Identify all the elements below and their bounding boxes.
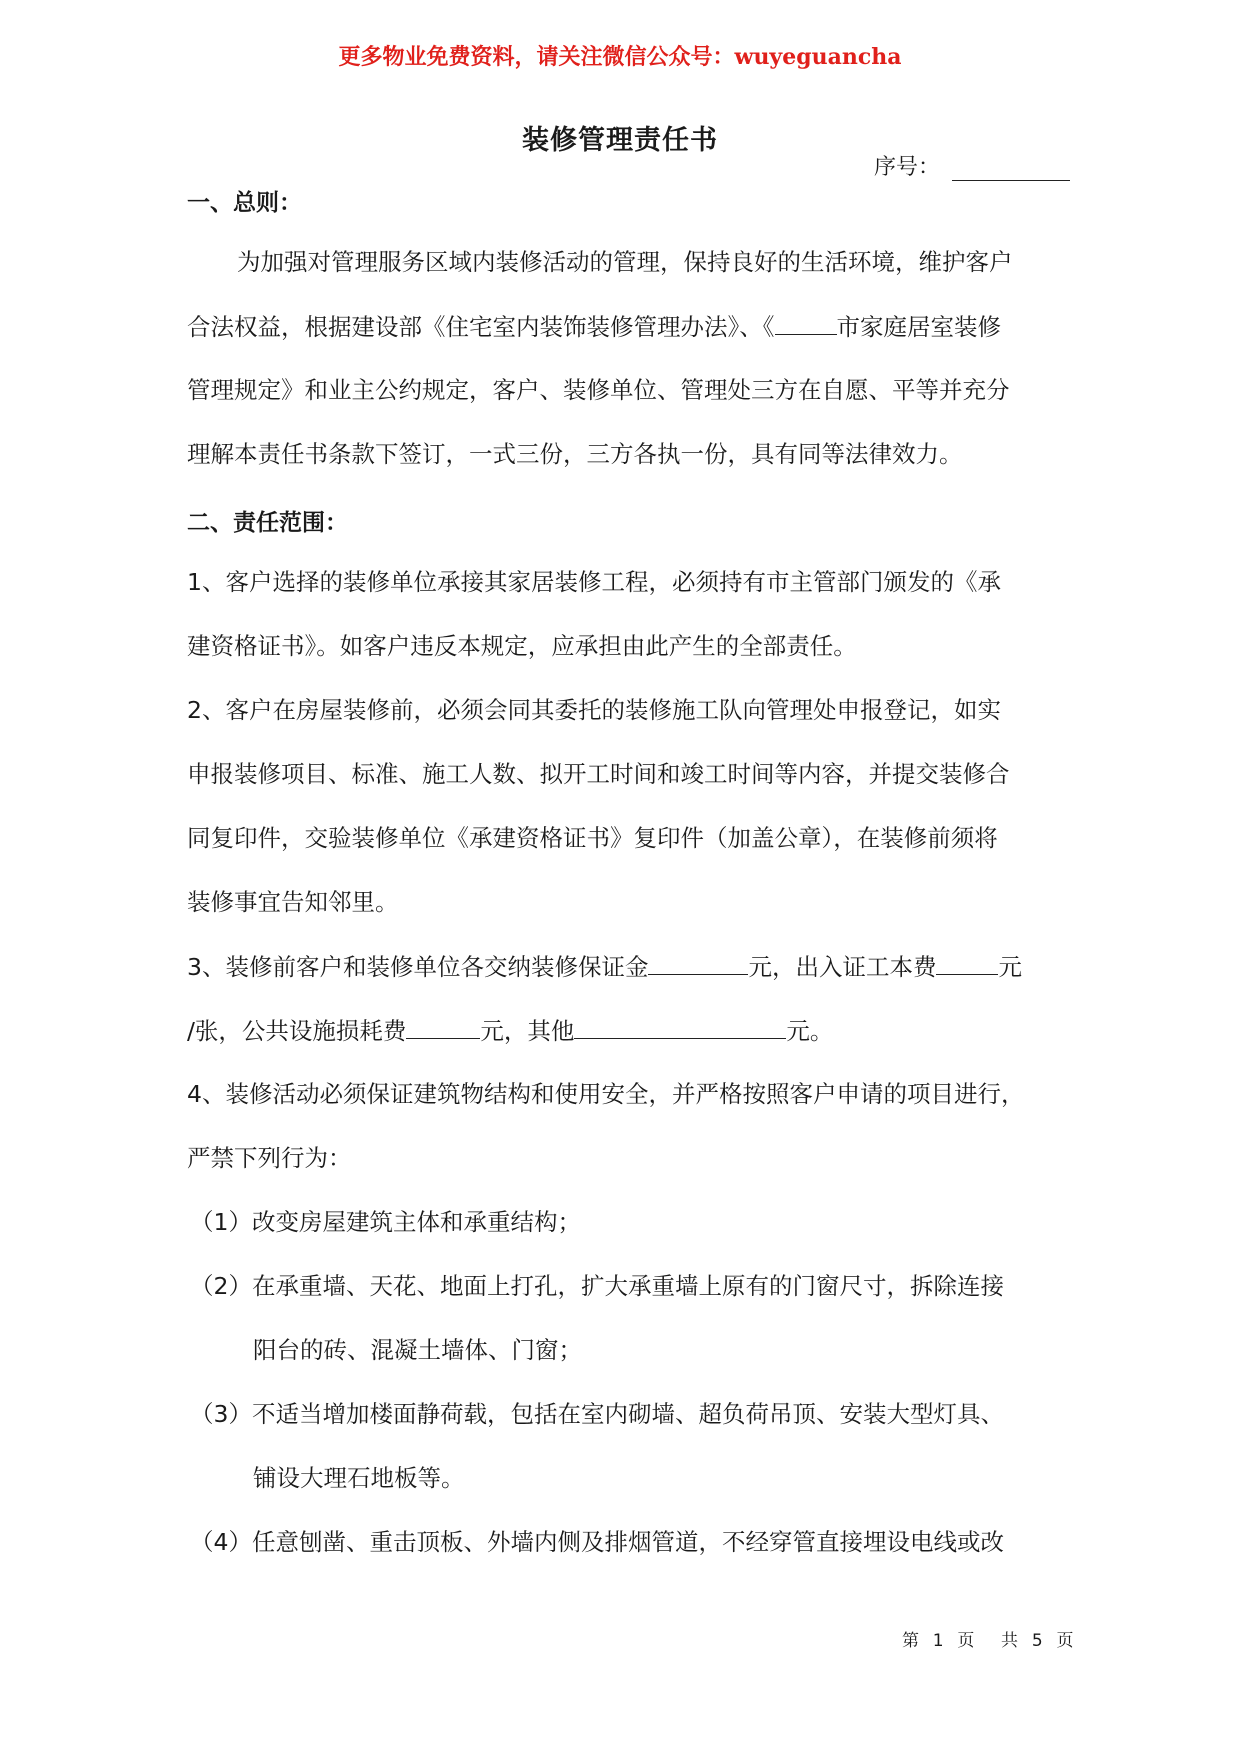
deposit-blank[interactable] <box>648 950 748 975</box>
city-blank[interactable] <box>775 310 837 335</box>
clause-line: 严禁下列行为： <box>187 1144 352 1172</box>
facility-fee-blank[interactable] <box>406 1014 480 1039</box>
text-fragment: 合法权益，根据建设部《住宅室内装饰装修管理办法》、《 <box>187 313 775 341</box>
paragraph-line: 理解本责任书条款下签订，一式三份，三方各执一份，具有同等法律效力。 <box>187 440 963 468</box>
clause-line-fees-cont <box>187 1014 1053 1047</box>
sub-item: （1）改变房屋建筑主体和承重结构； <box>190 1208 581 1236</box>
sub-item-cont: 铺设大理石地板等。 <box>253 1464 465 1492</box>
serial-label: 序号： <box>874 155 941 180</box>
text-fragment: 市家庭居室装修 <box>836 313 1001 341</box>
clause-line: 申报装修项目、标准、施工人数、拟开工时间和竣工时间等内容，并提交装修合 <box>187 760 1010 788</box>
text-fragment: 元 <box>998 953 1022 981</box>
clause-line: 同复印件，交验装修单位《承建资格证书》复印件（加盖公章），在装修前须将 <box>187 824 998 852</box>
text-fragment: 元。 <box>786 1017 834 1045</box>
sub-item-cont: 阳台的砖、混凝土墙体、门窗； <box>253 1336 582 1364</box>
serial-blank[interactable] <box>952 154 1070 181</box>
sub-item: （3）不适当增加楼面静荷载，包括在室内砌墙、超负荷吊顶、安装大型灯具、 <box>190 1400 1004 1428</box>
paragraph-line <box>187 310 1053 343</box>
section-heading-general: 一、总则： <box>187 190 302 216</box>
header-promo-note: 更多物业免费资料，请关注微信公众号：wuyeguancha <box>338 44 902 70</box>
document-title: 装修管理责任书 <box>522 125 718 156</box>
clause-line-fees <box>187 950 1053 983</box>
text-fragment: 3、装修前客户和装修单位各交纳装修保证金 <box>187 953 649 981</box>
clause-line: 4、装修活动必须保证建筑物结构和使用安全，并严格按照客户申请的项目进行， <box>187 1080 1025 1108</box>
sub-item: （2）在承重墙、天花、地面上打孔，扩大承重墙上原有的门窗尺寸，拆除连接 <box>190 1272 1004 1300</box>
page-number-footer: 第 1 页 共 5 页 <box>902 1631 1075 1651</box>
clause-line: 2、客户在房屋装修前，必须会同其委托的装修施工队向管理处申报登记，如实 <box>187 696 1001 724</box>
text-fragment: 元，出入证工本费 <box>748 953 937 981</box>
clause-line: 装修事宜告知邻里。 <box>187 888 399 916</box>
section-heading-scope: 二、责任范围： <box>187 510 348 536</box>
clause-line: 1、客户选择的装修单位承接其家居装修工程，必须持有市主管部门颁发的《承 <box>187 568 1001 596</box>
serial-number-field <box>874 150 1070 181</box>
paragraph-line: 为加强对管理服务区域内装修活动的管理，保持良好的生活环境，维护客户 <box>237 248 1013 276</box>
other-fee-blank[interactable] <box>574 1014 786 1039</box>
pass-fee-blank[interactable] <box>936 950 998 975</box>
sub-item: （4）任意刨凿、重击顶板、外墙内侧及排烟管道，不经穿管直接埋设电线或改 <box>190 1528 1004 1556</box>
text-fragment: 元，其他 <box>480 1017 575 1045</box>
paragraph-line: 管理规定》和业主公约规定，客户、装修单位、管理处三方在自愿、平等并充分 <box>187 376 1010 404</box>
text-fragment: /张，公共设施损耗费 <box>187 1017 407 1045</box>
clause-line: 建资格证书》。如客户违反本规定，应承担由此产生的全部责任。 <box>187 632 857 660</box>
